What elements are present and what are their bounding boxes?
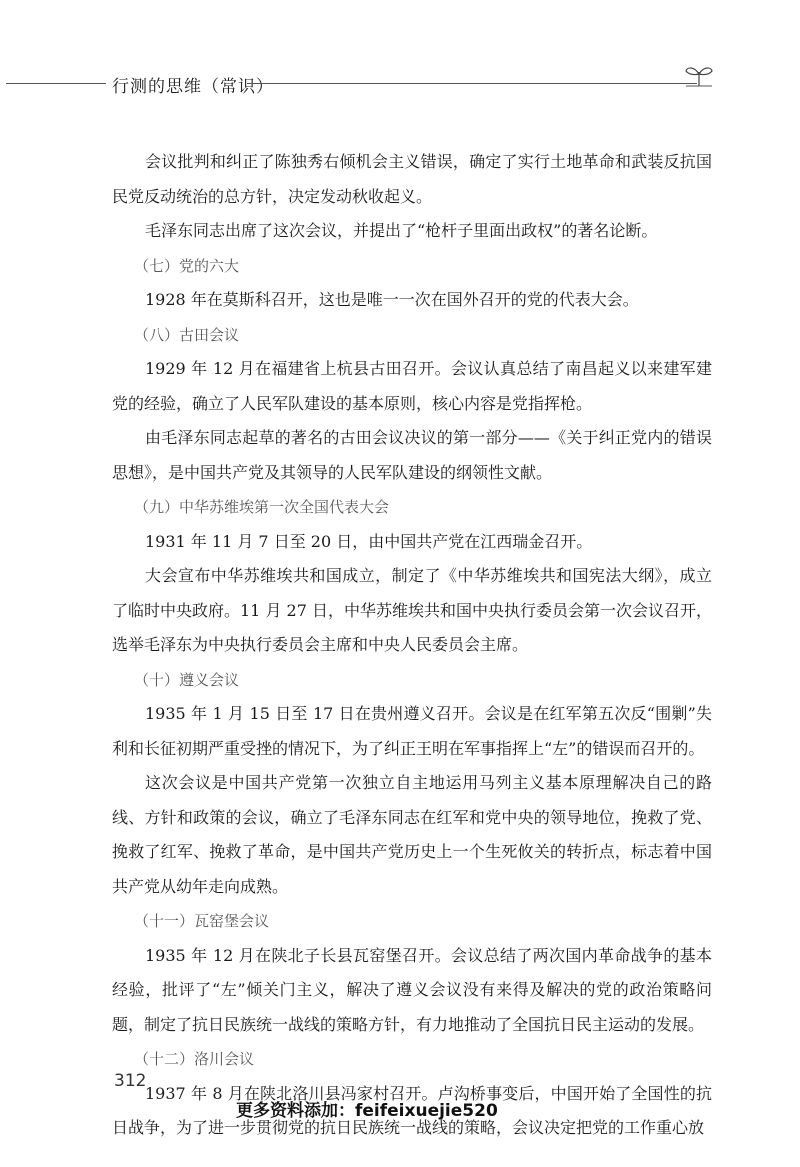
section-heading: （十二）洛川会议 xyxy=(134,1050,255,1068)
section-heading: （七）党的六大 xyxy=(134,256,240,275)
leaf-sprout-icon xyxy=(684,62,714,88)
running-header xyxy=(0,68,800,98)
header-rule-left xyxy=(6,83,106,84)
body-paragraph: 1931 年 11 月 7 日至 20 日，由中国共产党在江西瑞金召开。 xyxy=(145,531,593,551)
body-paragraph: 1928 年在莫斯科召开，这也是唯一一次在国外召开的党的代表大会。 xyxy=(145,290,639,309)
body-paragraph: 1937 年 8 月在陕北洛川县冯家村召开。卢沟桥事变后，中国开始了全国性的抗日战争，为了进一步贯彻党的抗日民族统一战线的策略，会议决定把党的工作重心放 xyxy=(112,1083,712,1137)
body-paragraph: 1929 年 12 月在福建省上杭县古田召开。会议认真总结了南昌起义以来建军建党的经验，确立了人民军队建设的基本原则，核心内容是党指挥枪。 xyxy=(112,359,712,413)
page-number: 312 xyxy=(114,1071,147,1091)
page-body xyxy=(112,145,712,1146)
section-heading: （十一）瓦窑堡会议 xyxy=(134,912,270,930)
header-rule-right xyxy=(247,83,697,84)
body-paragraph: 1935 年 1 月 15 日至 17 日在贵州遵义召开。会议是在红军第五次反“围剿”失利和长征初期严重受挫的情况下，为了纠正王明在军事指挥上“左”的错误而召开的。 xyxy=(112,704,712,758)
body-paragraph: 1935 年 12 月在陕北子长县瓦窑堡召开。会议总结了两次国内革命战争的基本经验，批评了“左”倾关门主义，解决了遵义会议没有来得及解决的党的政治策略问题，制定了抗日民族统一战线的策略方针，有力地推动了全国抗日民主运动的发展。 xyxy=(112,945,712,1034)
body-paragraph: 大会宣布中华苏维埃共和国成立，制定了《中华苏维埃共和国宪法大纲》，成立了临时中央政府。11 月 27 日，中华苏维埃共和国中央执行委员会第一次会议召开，选举毛泽东为中央执行委员会主席和中央人民委员会主席。 xyxy=(112,566,712,654)
watermark-text: 更多资料添加：feifeixuejie520 xyxy=(236,1101,498,1121)
body-paragraph: 由毛泽东同志起草的著名的古田会议决议的第一部分——《关于纠正党内的错误思想》，是中国共产党及其领导的人民军队建设的纲领性文献。 xyxy=(112,428,712,482)
body-paragraph: 会议批判和纠正了陈独秀右倾机会主义错误，确定了实行土地革命和武装反抗国民党反动统治的总方针，决定发动秋收起义。 xyxy=(112,152,712,206)
running-header-title: 行测的思维（常识） xyxy=(112,77,274,97)
section-heading: （十）遵义会议 xyxy=(134,670,240,689)
section-heading: （九）中华苏维埃第一次全国代表大会 xyxy=(134,498,390,516)
section-heading: （八）古田会议 xyxy=(134,325,240,344)
body-paragraph: 毛泽东同志出席了这次会议，并提出了“枪杆子里面出政权”的著名论断。 xyxy=(145,221,658,240)
body-paragraph: 这次会议是中国共产党第一次独立自主地运用马列主义基本原理解决自己的路线、方针和政策的会议，确立了毛泽东同志在红军和党中央的领导地位，挽救了党、挽救了红军、挽救了革命，是中国共产党历史上一个生死攸关的转折点，标志着中国共产党从幼年走向成熟。 xyxy=(112,773,712,896)
